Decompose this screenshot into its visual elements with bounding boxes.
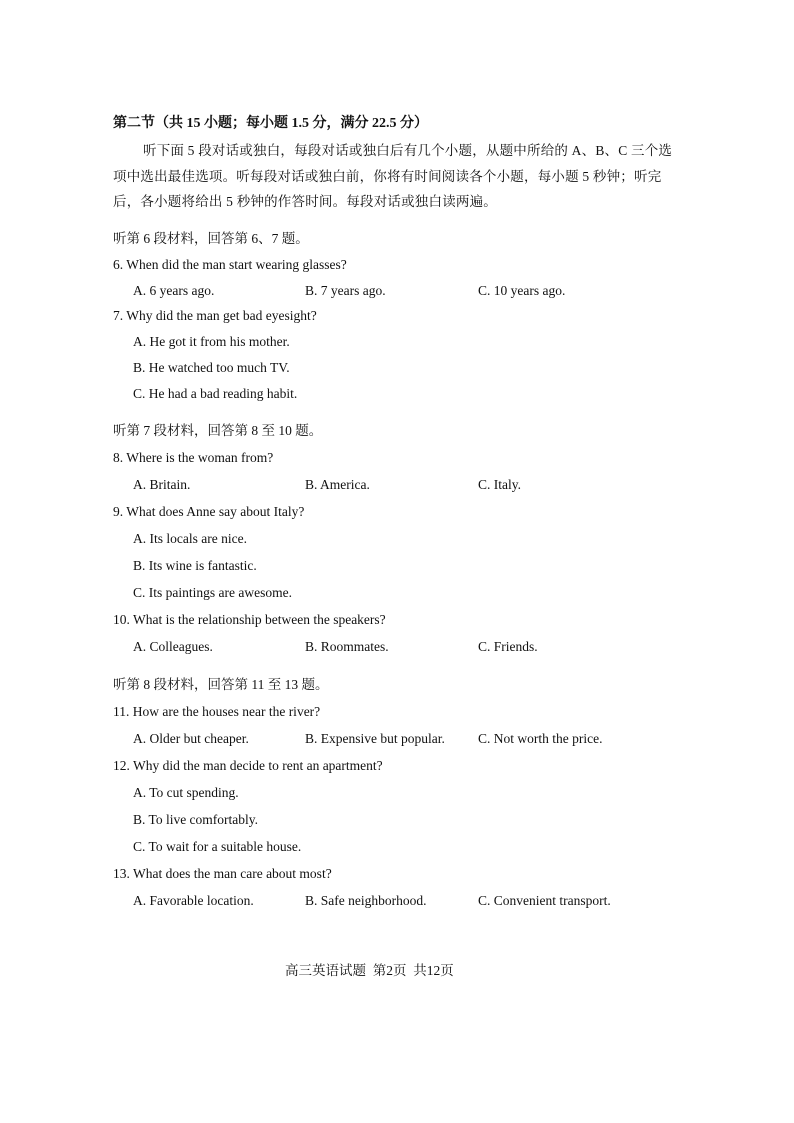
option-a: A. To cut spending. <box>133 785 239 800</box>
group-heading: 听第 7 段材料，回答第 8 至 10 题。 <box>113 423 323 438</box>
option-c: C. To wait for a suitable house. <box>133 839 302 854</box>
question-stem: 13. What does the man care about most? <box>113 866 332 881</box>
option-b: B. America. <box>305 477 370 492</box>
option-b: B. Expensive but popular. <box>305 731 445 746</box>
intro-line-1: 听下面 5 段对话或独白，每段对话或独白后有几个小题，从题中所给的 A、B、C 三个选 <box>143 143 673 158</box>
option-c: C. He had a bad reading habit. <box>133 386 298 401</box>
option-a: A. Its locals are nice. <box>133 531 247 546</box>
group-heading: 听第 6 段材料，回答第 6、7 题。 <box>113 231 309 246</box>
option-a: A. 6 years ago. <box>133 283 215 298</box>
option-c: C. Italy. <box>478 477 521 492</box>
option-c: C. Convenient transport. <box>478 893 611 908</box>
question-stem: 12. Why did the man decide to rent an apartment? <box>113 758 383 773</box>
option-c: C. Not worth the price. <box>478 731 603 746</box>
option-a: A. Colleagues. <box>133 639 213 654</box>
intro-line-3: 后，各小题将给出 5 秒钟的作答时间。每段对话或独白读两遍。 <box>113 194 497 209</box>
question-stem: 9. What does Anne say about Italy? <box>113 504 305 519</box>
option-b: B. He watched too much TV. <box>133 360 290 375</box>
intro-line-2: 项中选出最佳选项。听每段对话或独白前，你将有时间阅读各个小题，每小题 5 秒钟；听完 <box>113 169 662 184</box>
question-stem: 6. When did the man start wearing glasses? <box>113 257 347 272</box>
option-b: B. To live comfortably. <box>133 812 259 827</box>
group-heading: 听第 8 段材料，回答第 11 至 13 题。 <box>113 677 329 692</box>
option-b: B. Its wine is fantastic. <box>133 558 257 573</box>
page-footer: 高三英语试题 第2页 共12页 <box>285 963 454 978</box>
section-title: 第二节（共 15 小题；每小题 1.5 分，满分 22.5 分） <box>113 116 428 131</box>
option-c: C. Friends. <box>478 639 538 654</box>
question-stem: 7. Why did the man get bad eyesight? <box>113 308 317 323</box>
option-b: B. 7 years ago. <box>305 283 386 298</box>
option-b: B. Safe neighborhood. <box>305 893 427 908</box>
option-b: B. Roommates. <box>305 639 389 654</box>
question-stem: 8. Where is the woman from? <box>113 450 274 465</box>
option-a: A. Older but cheaper. <box>133 731 249 746</box>
option-c: C. 10 years ago. <box>478 283 566 298</box>
option-c: C. Its paintings are awesome. <box>133 585 292 600</box>
option-a: A. Britain. <box>133 477 191 492</box>
option-a: A. He got it from his mother. <box>133 334 290 349</box>
question-stem: 10. What is the relationship between the speakers? <box>113 612 386 627</box>
option-a: A. Favorable location. <box>133 893 254 908</box>
question-stem: 11. How are the houses near the river? <box>113 704 321 719</box>
